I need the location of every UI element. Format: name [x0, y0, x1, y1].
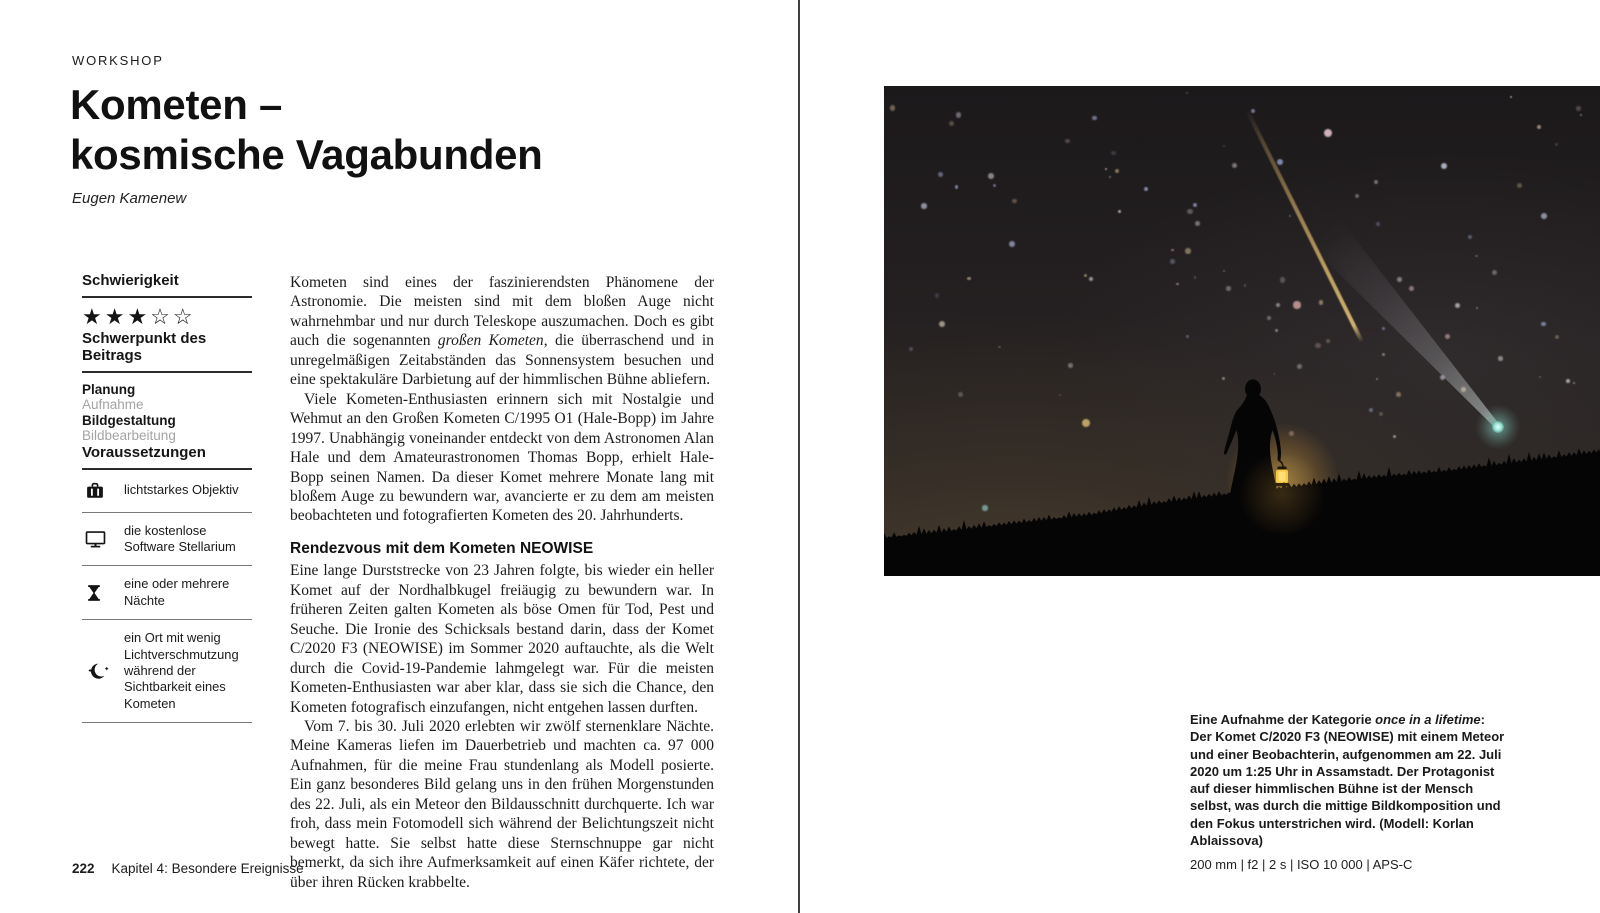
- requirement-row: [82, 513, 252, 567]
- focus-list: [82, 382, 252, 444]
- page-divider-line: [798, 0, 800, 913]
- requirement-row: [82, 620, 252, 723]
- difficulty-heading: Schwierigkeit: [82, 272, 252, 298]
- focus-item: Planung: [82, 382, 136, 397]
- hourglass-icon: [82, 582, 124, 604]
- requirement-text: ein Ort mit wenig Lichtverschmutzung während der Sichtbarkeit eines Kometen: [124, 630, 239, 711]
- comet-photo: [884, 86, 1600, 576]
- page-footer: [72, 861, 304, 876]
- difficulty-stars: ★★★☆☆: [82, 304, 196, 329]
- paragraph: Eine lange Durststrecke von 23 Jahren folgte, bis wieder ein heller Komet auf der Nordhalbkugel freiäugig zu bewundern war. In früheren Zeiten galten Kometen als böse Omen für Tod, Pest und Seuche. Die Ironie des Schicksals bestand darin, dass der Komet C/2020 F3 (NEOWISE) im Sommer 2020 auftauchte, als die Welt durch die Covid-19-Pandemie lahmgelegt war. Für die meisten Kometen-Enthusiasten war aber klar, dass sie sich die Chance, den Kometen fotografisch einzufangen, nicht entgehen lassen durften.: [290, 562, 714, 716]
- paragraph: Viele Kometen-Enthusiasten erinnern sich mit Nostalgie und Wehmut an den Großen Kometen C/1995 O1 (Hale-Bopp) im Jahre 1997. Unabhängig voneinander entdeckt von dem Astronomen Alan Hale und dem Amateurastronomen Thomas Bopp, erhielt Hale-Bopp seinen Namen. Da dieser Komet mehrere Monate lang mit bloßem Auge zu bewundern war, avancierte er zu dem am meisten beobachteten und fotografierten Kometen des 20. Jahrhunderts.: [290, 390, 714, 525]
- article-title: [70, 80, 543, 180]
- caption-text: : Der Komet C/2020 F3 (NEOWISE) mit einem Meteor und einer Beobachterin, aufgenommen am 22. Juli 2020 um 1:25 Uhr in Assamstadt. Der Protagonist auf dieser himmlischen Bühne ist der Mensch selbst, was durch die mittige Bildkomposition und den Fokus unterstrichen wird. (Modell: Korlan Ablaissova): [1190, 712, 1505, 849]
- article-title-line1: Kometen –: [70, 81, 283, 128]
- section-heading: Rendezvous mit dem Kometen NEOWISE: [290, 539, 594, 557]
- requirement-text: lichtstarkes Objektiv: [124, 482, 239, 498]
- caption-italic: once in a lifetime: [1375, 712, 1481, 727]
- monitor-icon: [82, 528, 124, 550]
- requirements-heading: Voraussetzungen: [82, 444, 252, 470]
- focus-item: Bildbearbeitung: [82, 428, 176, 444]
- photo-caption: [1190, 711, 1510, 874]
- paragraph-text: , die überraschend und in unregelmäßigen Zeitabständen das Sonnensystem besuchen und eine spektakuläre Darbietung auf der himmlischen Bühne abliefern.: [290, 332, 714, 389]
- requirement-row: [82, 566, 252, 620]
- paragraph: Vom 7. bis 30. Juli 2020 erlebten wir zwölf sternenklare Nächte. Meine Kameras liefen im Dauerbetrieb und machten ca. 97 000 Aufnahmen, für die meine Frau stundenlang als Modell posierte. Ein ganz besonderes Bild gelang uns in den frühen Morgenstunden des 22. Juli, als ein Meteor den Bildausschnitt durchquerte. Ich war froh, dass mein Fotomodell sich während der Belichtungszeit nicht bewegt hatte. Sie selbst hatte diese Sternschnuppe gar nicht bemerkt, da sich ihre Aufmerksamkeit auf einen Käfer richtete, der über ihren Rücken krabbelte.: [290, 717, 714, 891]
- kicker-label: WORKSHOP: [72, 53, 164, 68]
- page-number: 222: [72, 861, 95, 876]
- focus-heading: Schwerpunkt des Beitrags: [82, 330, 252, 373]
- focus-item: Aufnahme: [82, 397, 144, 413]
- article-title-line2: kosmische Vagabunden: [70, 131, 543, 178]
- exif-line: 200 mm | f2 | 2 s | ISO 10 000 | APS-C: [1190, 857, 1413, 873]
- sidebar: [82, 272, 252, 723]
- camera-bag-icon: [82, 480, 124, 502]
- paragraph-text: Kometen sind eines der faszinierendsten Phänomene der Astronomie. Die meisten sind mit dem bloßen Auge nicht wahrnehmbar und nur durch Teleskope auszumachen. Doch es gibt auch die sogenannten: [290, 274, 714, 350]
- caption-text: Eine Aufnahme der Kategorie: [1190, 712, 1376, 727]
- article-body: [290, 273, 714, 892]
- requirement-text: eine oder mehrere Nächte: [124, 576, 230, 608]
- focus-item: Bildgestaltung: [82, 412, 176, 428]
- paragraph-italic: großen Kometen: [437, 332, 544, 350]
- requirement-row: [82, 470, 252, 513]
- paragraph: [290, 273, 714, 390]
- lantern-ground-glow: [1236, 454, 1328, 534]
- chapter-label: Kapitel 4: Besondere Ereignisse: [111, 861, 304, 876]
- requirement-text: die kostenlose Software Stellarium: [124, 522, 236, 555]
- moon-icon: [82, 660, 124, 682]
- author-name: Eugen Kamenew: [72, 190, 187, 207]
